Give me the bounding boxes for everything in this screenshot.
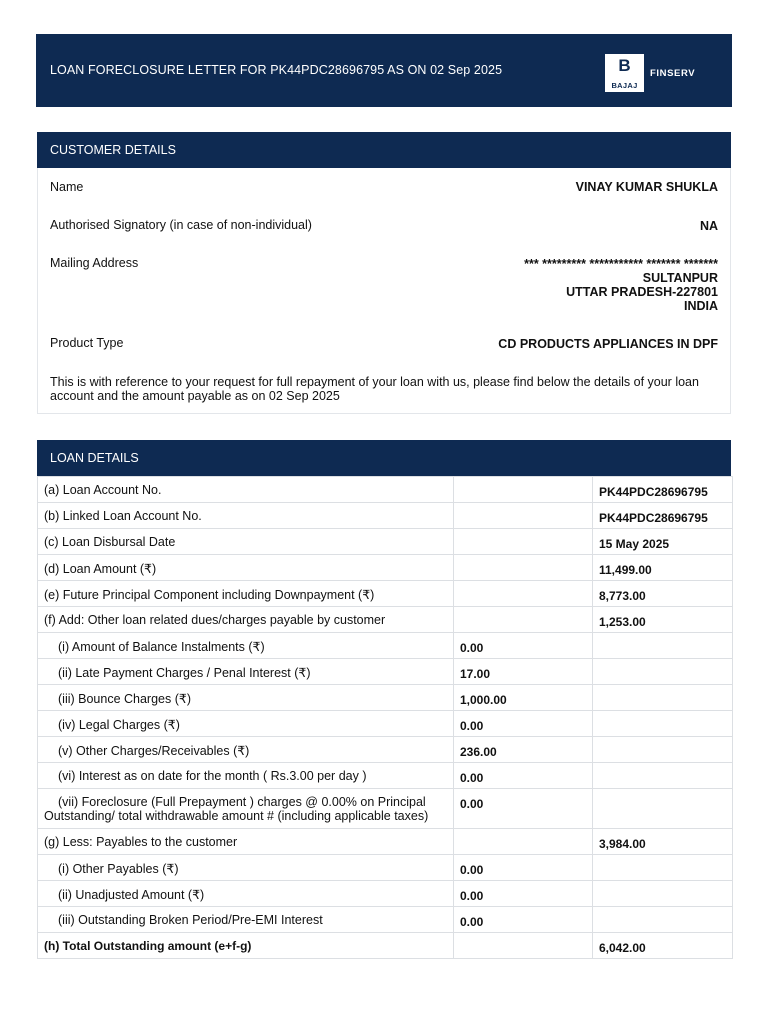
- row-value: [593, 789, 733, 829]
- loan-details-header: [37, 440, 731, 476]
- row-value: [593, 633, 733, 659]
- row-value: 11,499.00: [593, 555, 733, 581]
- row-sub-value: 0.00: [454, 907, 593, 933]
- row-sub-value: 0.00: [454, 711, 593, 737]
- row-sub-value: 0.00: [454, 881, 593, 907]
- row-value: [593, 881, 733, 907]
- customer-details-panel: [37, 168, 731, 414]
- row-sub-value: 0.00: [454, 789, 593, 829]
- name-value: VINAY KUMAR SHUKLA: [575, 180, 718, 194]
- table-row: [38, 789, 733, 829]
- bajaj-logo-mark: [605, 54, 644, 92]
- row-sub-value: 0.00: [454, 633, 593, 659]
- row-label: (d) Loan Amount (₹): [38, 555, 454, 581]
- table-row: [38, 659, 733, 685]
- row-label: (iii) Outstanding Broken Period/Pre-EMI Interest: [38, 907, 454, 933]
- row-sub-value: 17.00: [454, 659, 593, 685]
- row-value: [593, 907, 733, 933]
- product-type-label: Product Type: [50, 336, 124, 350]
- product-type-value: CD PRODUCTS APPLIANCES IN DPF: [498, 337, 718, 351]
- table-row: [38, 581, 733, 607]
- address-line: UTTAR PRADESH-227801: [566, 285, 718, 299]
- table-row: [38, 633, 733, 659]
- table-row: [38, 855, 733, 881]
- logo-brand-text: BAJAJ: [611, 81, 638, 90]
- address-line: *** ********* *********** ******* *******: [524, 257, 718, 271]
- row-label: (ii) Unadjusted Amount (₹): [38, 881, 454, 907]
- reference-note: This is with reference to your request for full repayment of your loan with us, please find below the details of your loan account and the amount payable as on 02 Sep 2025: [50, 375, 699, 403]
- row-sub-value: 1,000.00: [454, 685, 593, 711]
- row-label: (a) Loan Account No.: [38, 477, 454, 503]
- row-sub-value: [454, 581, 593, 607]
- row-label: (iv) Legal Charges (₹): [38, 711, 454, 737]
- row-label: (i) Amount of Balance Instalments (₹): [38, 633, 454, 659]
- row-value: 3,984.00: [593, 829, 733, 855]
- row-value: PK44PDC28696795: [593, 477, 733, 503]
- letter-title: LOAN FORECLOSURE LETTER FOR PK44PDC28696795 AS ON 02 Sep 2025: [50, 63, 503, 77]
- table-row: [38, 907, 733, 933]
- row-sub-value: 236.00: [454, 737, 593, 763]
- signatory-value: NA: [699, 219, 718, 233]
- table-row: [38, 829, 733, 855]
- row-value: 15 May 2025: [593, 529, 733, 555]
- total-label: (h) Total Outstanding amount (e+f-g): [38, 933, 454, 959]
- name-label: Name: [50, 180, 84, 194]
- address-line: INDIA: [683, 299, 718, 313]
- row-label: (b) Linked Loan Account No.: [38, 503, 454, 529]
- table-row: [38, 529, 733, 555]
- table-row: [38, 763, 733, 789]
- row-value: 1,253.00: [593, 607, 733, 633]
- row-label: (iii) Bounce Charges (₹): [38, 685, 454, 711]
- row-label: (ii) Late Payment Charges / Penal Interest (₹): [38, 659, 454, 685]
- customer-details-header: [37, 132, 731, 168]
- row-value: [593, 737, 733, 763]
- row-sub-value: 0.00: [454, 763, 593, 789]
- mailing-address-label: Mailing Address: [50, 256, 139, 270]
- row-sub-value: 0.00: [454, 855, 593, 881]
- row-label: (i) Other Payables (₹): [38, 855, 454, 881]
- total-value: 6,042.00: [593, 933, 733, 959]
- row-sub-value: [454, 829, 593, 855]
- row-sub-value: [454, 477, 593, 503]
- table-row: [38, 555, 733, 581]
- row-label: (c) Loan Disbursal Date: [38, 529, 454, 555]
- row-value: 8,773.00: [593, 581, 733, 607]
- row-label: (f) Add: Other loan related dues/charges payable by customer: [38, 607, 454, 633]
- row-label: (e) Future Principal Component including Downpayment (₹): [38, 581, 454, 607]
- row-label: (vi) Interest as on date for the month ( Rs.3.00 per day ): [38, 763, 454, 789]
- table-row: [38, 881, 733, 907]
- logo-suffix-text: FINSERV: [650, 67, 696, 79]
- logo-letter: B: [618, 56, 631, 75]
- mailing-address-value: [524, 257, 718, 313]
- row-sub-value: [454, 529, 593, 555]
- table-row: [38, 503, 733, 529]
- row-sub-value: [454, 503, 593, 529]
- row-label: (v) Other Charges/Receivables (₹): [38, 737, 454, 763]
- row-value: [593, 711, 733, 737]
- total-row: [38, 933, 733, 959]
- table-row: [38, 607, 733, 633]
- row-sub-value: [454, 607, 593, 633]
- table-row: [38, 711, 733, 737]
- table-row: [38, 685, 733, 711]
- row-value: [593, 685, 733, 711]
- bajaj-finserv-logo: [605, 54, 695, 92]
- row-label-text: (vii) Foreclosure (Full Prepayment ) charges @ 0.00% on Principal Outstanding/ total withdrawable amount # (including applicable taxes): [44, 795, 429, 823]
- row-value: [593, 659, 733, 685]
- row-value: [593, 855, 733, 881]
- signatory-label: Authorised Signatory (in case of non-individual): [50, 218, 312, 232]
- row-value: [593, 763, 733, 789]
- row-sub-value: [454, 933, 593, 959]
- row-label: (g) Less: Payables to the customer: [38, 829, 454, 855]
- loan-details-table: [37, 476, 733, 959]
- row-sub-value: [454, 555, 593, 581]
- table-row: [38, 737, 733, 763]
- loan-details-title: LOAN DETAILS: [50, 451, 139, 465]
- row-value: PK44PDC28696795: [593, 503, 733, 529]
- customer-details-title: CUSTOMER DETAILS: [50, 143, 176, 157]
- table-row: [38, 477, 733, 503]
- letter-header-banner: [36, 34, 732, 107]
- address-line: SULTANPUR: [642, 271, 718, 285]
- row-label: [38, 789, 454, 829]
